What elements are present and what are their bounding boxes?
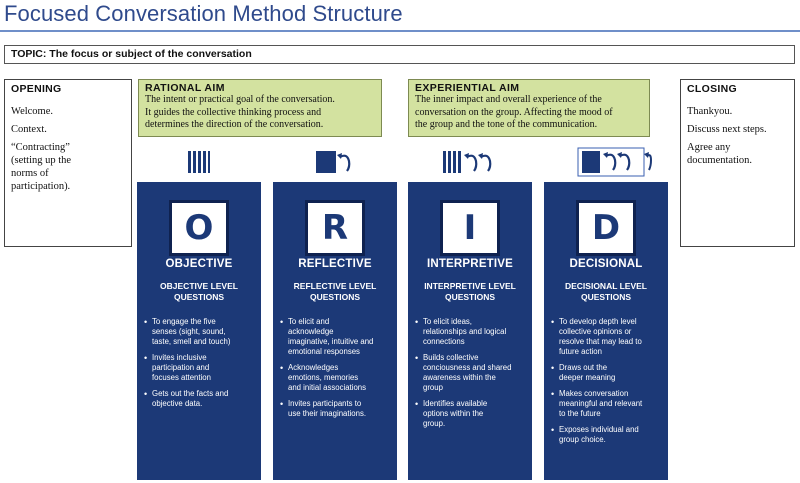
experiential-aim-line: The inner impact and overall experience of the <box>415 94 602 105</box>
objective-card <box>137 182 261 480</box>
rational-aim-line: It guides the collective thinking process and <box>145 106 322 118</box>
closing-heading: CLOSING <box>687 83 737 95</box>
closing-item: Agree any <box>687 142 731 153</box>
reflective-card <box>273 182 397 480</box>
experiential-aim-line: conversation on the group. Affecting the mood of <box>415 106 613 118</box>
card-subtitle-line: QUESTIONS <box>173 292 225 302</box>
title-divider <box>0 30 800 32</box>
card-subtitle <box>137 281 261 303</box>
decisional-symbol <box>544 148 668 176</box>
interpretive-card <box>408 182 532 480</box>
closing-box <box>680 79 795 247</box>
closing-item: Thankyou. <box>687 106 733 117</box>
card-bullet: • To engage the five senses (sight, sound, taste, smell and touch) <box>143 317 259 347</box>
rational-aim-box <box>138 79 382 137</box>
rational-aim-line: The intent or practical goal of the conversation. <box>145 94 335 105</box>
card-subtitle <box>273 281 397 303</box>
rational-aim-heading: RATIONAL AIM <box>145 82 225 94</box>
page-title: Focused Conversation Method Structure <box>4 1 403 26</box>
objective-symbol <box>137 148 261 176</box>
card-bullets <box>143 317 259 415</box>
card-bullets <box>550 317 666 451</box>
card-subtitle <box>544 281 668 303</box>
card-bullet: • Exposes individual and group choice. <box>550 425 666 445</box>
card-title: DECISIONAL <box>569 258 643 270</box>
letter-box <box>169 200 229 256</box>
card-title: REFLECTIVE <box>298 258 372 270</box>
card-subtitle-line: QUESTIONS <box>444 292 496 302</box>
card-bullet: • To elicit ideas, relationships and logical connections <box>414 317 530 347</box>
card-bullet: • To elicit and acknowledge imaginative, intuitive and emotional responses <box>279 317 395 357</box>
opening-item: (setting up the <box>11 155 72 166</box>
card-subtitle <box>408 281 532 303</box>
opening-heading: OPENING <box>11 83 62 95</box>
card-bullet: • To develop depth level collective opinions or resolve that may lead to future action <box>550 317 666 357</box>
card-subtitle-line: QUESTIONS <box>580 292 632 302</box>
card-bullet: • Invites participants to use their imaginations. <box>279 399 395 419</box>
topic-bar: TOPIC: The focus or subject of the conversation <box>4 45 795 64</box>
opening-item: participation). <box>11 181 71 192</box>
card-subtitle-line: OBJECTIVE LEVEL <box>160 281 238 291</box>
card-bullet: • Makes conversation meaningful and relevant to the future <box>550 389 666 419</box>
card-bullet: • Builds collective conciousness and shared awareness within the group <box>414 353 530 393</box>
stripes-with-double-arrow-icon <box>442 149 498 175</box>
letter-box <box>576 200 636 256</box>
opening-box <box>4 79 132 247</box>
experiential-aim-box <box>408 79 650 137</box>
interpretive-symbol <box>408 148 532 176</box>
card-letter: O <box>184 208 214 248</box>
square-with-arrow-icon <box>315 149 355 175</box>
card-letter: D <box>591 208 621 248</box>
reflective-symbol <box>273 148 397 176</box>
square-with-triple-arrow-icon <box>560 147 652 177</box>
card-bullet: • Acknowledges emotions, memories and initial associations <box>279 363 395 393</box>
stripes-icon <box>187 150 211 174</box>
card-subtitle-line: REFLECTIVE LEVEL <box>293 281 377 291</box>
experiential-aim-line: the group and the tone of the communication. <box>415 119 598 130</box>
rational-aim-line: determines the direction of the conversation. <box>145 119 324 130</box>
experiential-aim-heading: EXPERIENTIAL AIM <box>415 82 520 94</box>
card-subtitle-line: QUESTIONS <box>309 292 361 302</box>
card-bullet: • Invites inclusive participation and focuses attention <box>143 353 259 383</box>
opening-item: Context. <box>11 124 47 135</box>
opening-item: Welcome. <box>11 106 54 117</box>
closing-item: Discuss next steps. <box>687 124 767 135</box>
closing-item: documentation. <box>687 155 753 166</box>
card-bullet: • Identifies available options within the group. <box>414 399 530 429</box>
card-subtitle-line: DECISIONAL LEVEL <box>564 281 648 291</box>
card-letter: R <box>321 208 349 248</box>
card-subtitle-line: INTERPRETIVE LEVEL <box>424 281 516 291</box>
card-letter: I <box>463 208 477 248</box>
card-title: INTERPRETIVE <box>426 258 514 270</box>
opening-item: norms of <box>11 168 49 179</box>
card-bullet: • Draws out the deeper meaning <box>550 363 666 383</box>
letter-box <box>305 200 365 256</box>
card-bullets <box>279 317 395 425</box>
card-title: OBJECTIVE <box>165 258 233 270</box>
card-bullet: • Gets out the facts and objective data. <box>143 389 259 409</box>
card-bullets <box>414 317 530 435</box>
decisional-card <box>544 182 668 480</box>
opening-item: “Contracting” <box>11 142 70 153</box>
letter-box <box>440 200 500 256</box>
